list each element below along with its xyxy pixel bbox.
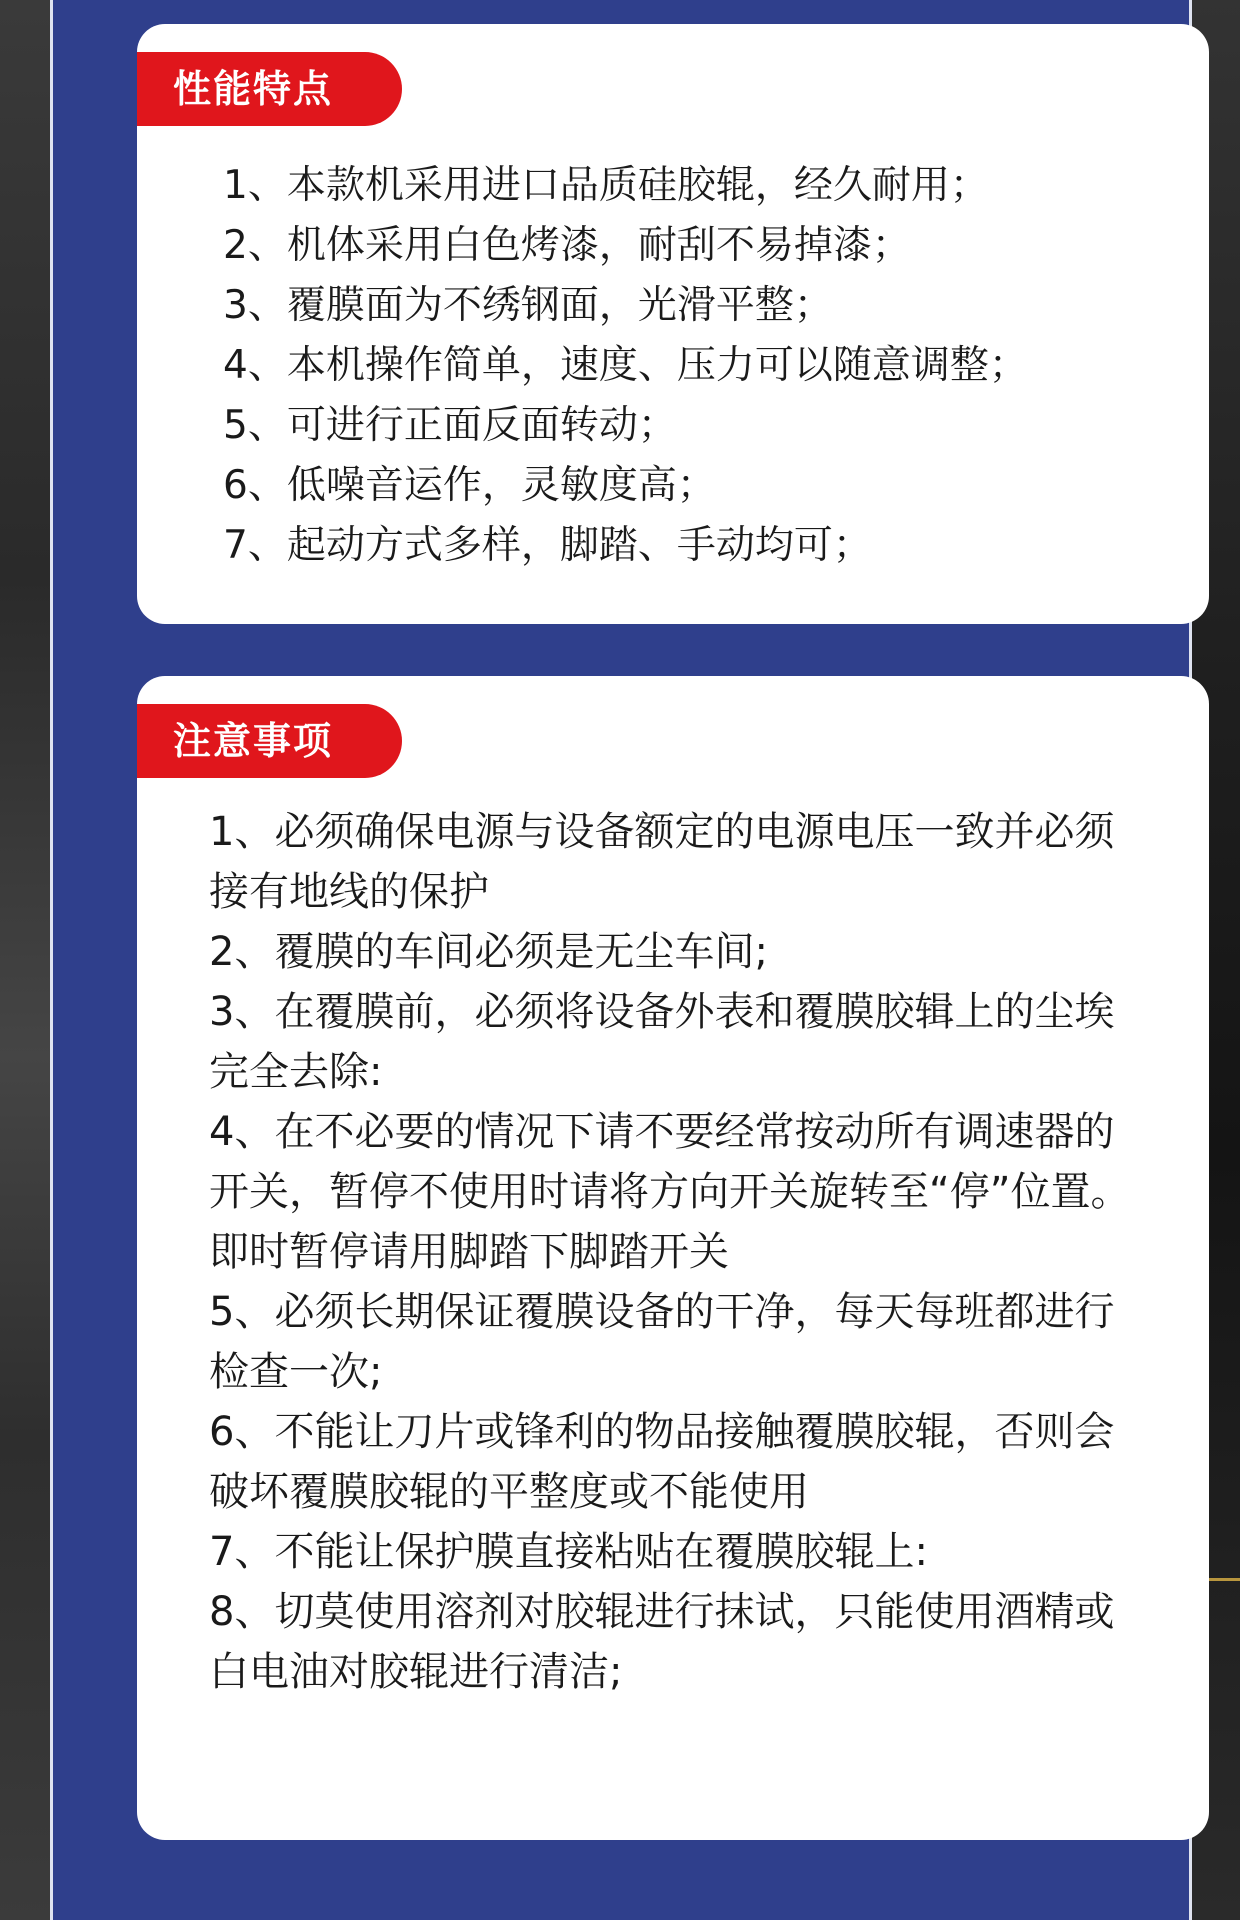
note-item: 6、不能让刀片或锋利的物品接触覆膜胶辊，否则会破坏覆膜胶辊的平整度或不能使用 (209, 1409, 1115, 1515)
background-left (0, 0, 52, 1920)
note-item: 2、覆膜的车间必须是无尘车间; (209, 929, 768, 975)
note-item: 7、不能让保护膜直接粘贴在覆膜胶辊上: (209, 1529, 928, 1575)
feature-item: 5、可进行正面反面转动； (223, 403, 677, 448)
note-item: 1、必须确保电源与设备额定的电源电压一致并必须接有地线的保护 (209, 809, 1115, 915)
note-item: 8、切莫使用溶剂对胶辊进行抹试，只能使用酒精或白电油对胶辊进行清洁; (209, 1589, 1115, 1695)
feature-item: 6、低噪音运作，灵敏度高； (223, 463, 716, 508)
notes-list (209, 802, 1149, 1702)
feature-item: 2、机体采用白色烤漆，耐刮不易掉漆； (223, 223, 911, 268)
feature-item: 1、本款机采用进口品质硅胶辊，经久耐用； (223, 163, 989, 208)
feature-item: 3、覆膜面为不绣钢面，光滑平整； (223, 283, 833, 328)
feature-item: 4、本机操作简单，速度、压力可以随意调整； (223, 343, 1028, 388)
features-list (223, 156, 1163, 576)
features-card (137, 24, 1209, 624)
features-title: 性能特点 (137, 52, 402, 126)
content-panel (50, 0, 1192, 1920)
notes-title: 注意事项 (137, 704, 402, 778)
note-item: 5、必须长期保证覆膜设备的干净，每天每班都进行检查一次; (209, 1289, 1115, 1395)
note-item: 4、在不必要的情况下请不要经常按动所有调速器的开关，暂停不使用时请将方向开关旋转至“停”位置。即时暂停请用脚踏下脚踏开关 (209, 1109, 1131, 1275)
note-item: 3、在覆膜前，必须将设备外表和覆膜胶辑上的尘埃完全去除: (209, 989, 1115, 1095)
feature-item: 7、起动方式多样，脚踏、手动均可； (223, 523, 872, 568)
notes-card (137, 676, 1209, 1840)
